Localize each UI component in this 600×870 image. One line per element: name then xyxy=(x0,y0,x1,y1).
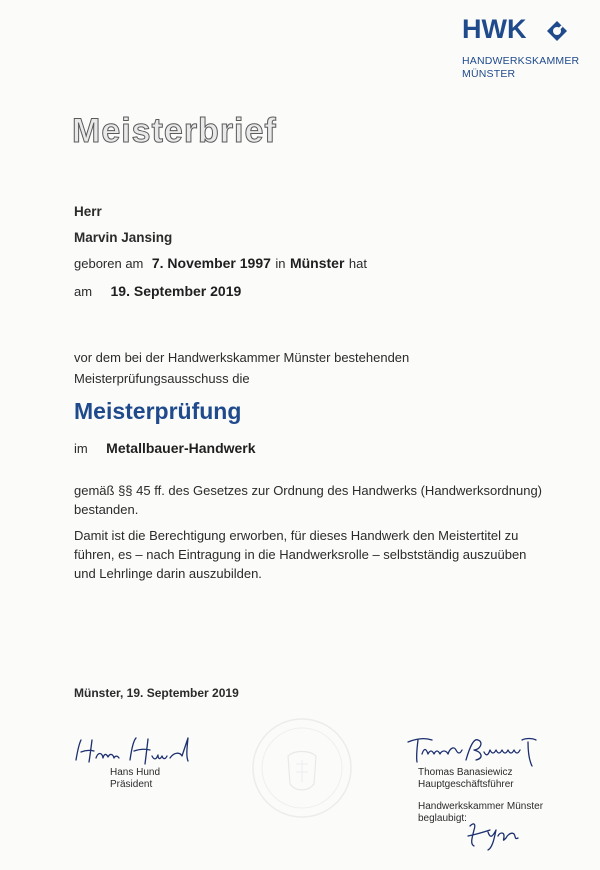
certification-signature xyxy=(464,816,526,852)
president-name: Hans Hund xyxy=(110,767,161,778)
body-line-2: Meisterprüfungsausschuss die xyxy=(74,371,250,386)
certified-line-2: beglaubigt: xyxy=(418,813,467,824)
para1-line-1: gemäß §§ 45 ff. des Gesetzes zur Ordnung des Handwerks (Handwerksordnung) xyxy=(74,483,542,498)
hwk-logo-line1: HANDWERKSKAMMER xyxy=(462,55,580,67)
document-title: Meisterbrief xyxy=(72,112,277,150)
managing-director-role: Hauptgeschäftsführer xyxy=(418,779,514,790)
birth-place: Münster xyxy=(289,255,345,271)
certified-line-1: Handwerkskammer Münster xyxy=(418,801,544,812)
recipient-name: Marvin Jansing xyxy=(74,230,173,245)
managing-director-signature xyxy=(404,730,546,770)
pruefung-heading: Meisterprüfung xyxy=(74,398,242,424)
para2-line-3: und Lehrlinge darin auszubilden. xyxy=(74,566,262,581)
managing-director-name: Thomas Banasiewicz xyxy=(418,767,513,778)
birth-date: 7. November 1997 xyxy=(151,255,271,271)
embossed-seal xyxy=(250,716,354,820)
born-label: geboren am xyxy=(74,256,144,271)
im-label: im xyxy=(74,441,88,456)
salutation: Herr xyxy=(74,204,102,219)
am-label: am xyxy=(74,284,93,299)
hwk-logo-word: HWK xyxy=(462,14,527,44)
president-signature xyxy=(70,734,200,770)
trade-line xyxy=(74,440,256,458)
place-date: Münster, 19. September 2019 xyxy=(74,686,239,700)
hwk-logo-line2: MÜNSTER xyxy=(462,68,516,80)
para2-line-2: führen, es – nach Eintragung in die Handwerksrolle – selbstständig auszuüben xyxy=(74,547,527,562)
birth-line xyxy=(74,255,367,273)
para1-line-2: bestanden. xyxy=(74,502,139,517)
hat-label: hat xyxy=(348,256,367,271)
body-line-1: vor dem bei der Handwerkskammer Münster bestehenden xyxy=(74,350,410,365)
hwk-logo-icon xyxy=(546,20,568,42)
para2-line-1: Damit ist die Berechtigung erworben, für dieses Handwerk den Meistertitel zu xyxy=(74,528,519,543)
exam-date: 19. September 2019 xyxy=(110,283,242,299)
trade-name: Metallbauer-Handwerk xyxy=(106,440,256,456)
president-role: Präsident xyxy=(110,779,153,790)
exam-date-line xyxy=(74,283,241,301)
in-label: in xyxy=(275,256,286,271)
